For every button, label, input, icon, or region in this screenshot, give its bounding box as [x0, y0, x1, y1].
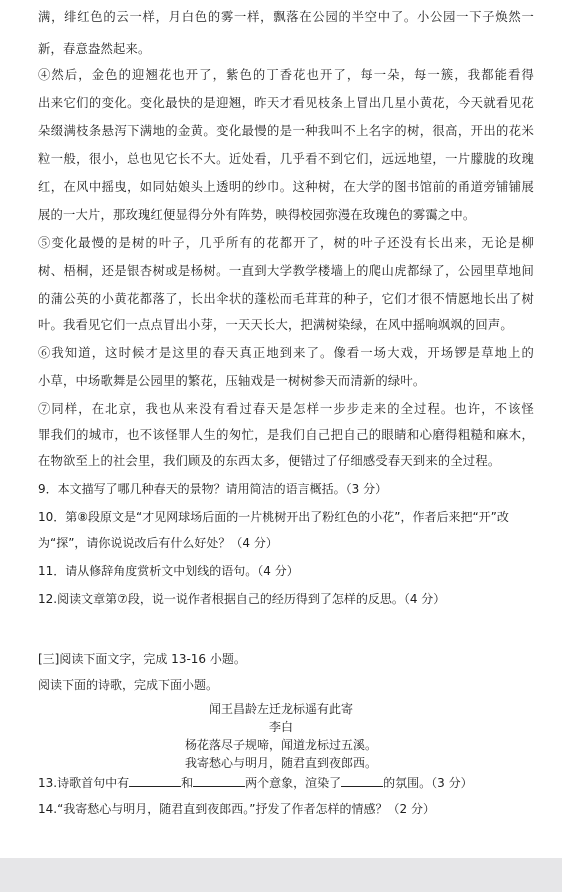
question-12: 12.阅读文章第⑦段，说一说作者根据自己的经历得到了怎样的反思。（4 分）: [38, 592, 446, 606]
passage-line: 出来它们的变化。变化最快的是迎翘，昨天才看见枝条上冒出几星小黄花，今天就看见花: [38, 96, 534, 110]
answer-blank[interactable]: [129, 775, 181, 787]
passage-line: 叶。我看见它们一点点冒出小芽，一天天长大，把满树染绿，在风中摇响飒飒的回声。: [38, 318, 513, 332]
bottom-bar: [0, 858, 562, 892]
passage-line: 满，绯红色的云一样，月白色的雾一样，飘落在公园的半空中了。小公园一下子焕然一: [38, 10, 534, 24]
question-9: 9．本文描写了哪几种春天的景物？请用简洁的语言概括。（3 分）: [38, 482, 388, 496]
passage-line: ④然后，金色的迎翘花也开了，紫色的丁香花也开了，每一朵，每一簇，我都能看得: [38, 68, 534, 82]
passage-line: 罪我们的城市，也不该怪罪人生的匆忙，是我们自己把自己的眼睛和心磨得粗糙和麻木，: [38, 428, 534, 442]
section-intro: 阅读下面的诗歌，完成下面小题。: [38, 678, 219, 692]
question-13-text: 的氛围。（3 分）: [383, 776, 473, 790]
question-13: [38, 774, 538, 792]
passage-line: 在物欲至上的社会里，我们顾及的东西太多，便错过了仔细感受春天到来的全过程。: [38, 454, 501, 468]
passage-line: 的蒲公英的小黄花都落了，长出伞状的蓬松而毛茸茸的种子，它们才很不情愿地长出了树: [38, 292, 534, 306]
answer-blank[interactable]: [341, 775, 383, 787]
passage-line: 树、梧桐，还是银杏树或是杨树。一直到大学教学楼墙上的爬山虎都绿了，公园里草地间: [38, 264, 534, 278]
passage-line: 小草，中场歌舞是公园里的繁花，压轴戏是一树树参天而清新的绿叶。: [38, 374, 426, 388]
passage-line: 粒一般，很小，总也见它长不大。近处看，几乎看不到它们，远远地望，一片朦胧的玫瑰: [38, 152, 534, 166]
passage-line: ⑤变化最慢的是树的叶子，几乎所有的花都开了，树的叶子还没有长出来，无论是柳: [38, 236, 534, 250]
question-13-text: 两个意象，渲染了: [245, 776, 342, 790]
poem-author: 李白: [268, 720, 293, 734]
question-13-text: 13.诗歌首句中有: [38, 776, 130, 790]
question-10-line2: 为“探”，请你说说改后有什么好处？（4 分）: [38, 536, 278, 550]
question-10-line1: 10．第⑧段原文是“才见网球场后面的一片桃树开出了粉红色的小花”，作者后来把“开”改: [38, 510, 509, 524]
poem-line: 我寄愁心与明月，随君直到夜郎西。: [184, 756, 377, 770]
answer-blank[interactable]: [193, 775, 245, 787]
passage-line: 展的一大片，那玫瑰红便显得分外有阵势，映得校园弥漫在玫瑰色的雾霭之中。: [38, 208, 476, 222]
question-14: 14.“我寄愁心与明月，随君直到夜郎西。”抒发了作者怎样的情感？（2 分）: [38, 802, 435, 816]
poem-line: 杨花落尽子规啼，闻道龙标过五溪。: [184, 738, 377, 752]
question-13-text: 和: [181, 776, 194, 790]
passage-line: ⑥我知道，这时候才是这里的春天真正地到来了。像看一场大戏，开场锣是草地上的: [38, 346, 534, 360]
passage-line: ⑦同样，在北京，我也从来没有看过春天是怎样一步步走来的全过程。也许，不该怪: [38, 402, 534, 416]
question-11: 11．请从修辞角度赏析文中划线的语句。（4 分）: [38, 564, 299, 578]
passage-line: 新，春意盎然起来。: [38, 42, 151, 56]
passage-line: 朵缀满枝条悬泻下满地的金黄。变化最慢的是一种我叫不上名字的树，很高，开出的花米: [38, 124, 534, 138]
section-heading: [三]阅读下面文字，完成 13-16 小题。: [38, 652, 246, 666]
poem-title: 闻王昌龄左迁龙标遥有此寄: [208, 702, 353, 716]
passage-line: 红，在风中摇曳，如同姑娘头上透明的纱巾。这种树，在大学的图书馆前的甬道旁铺铺展: [38, 180, 534, 194]
